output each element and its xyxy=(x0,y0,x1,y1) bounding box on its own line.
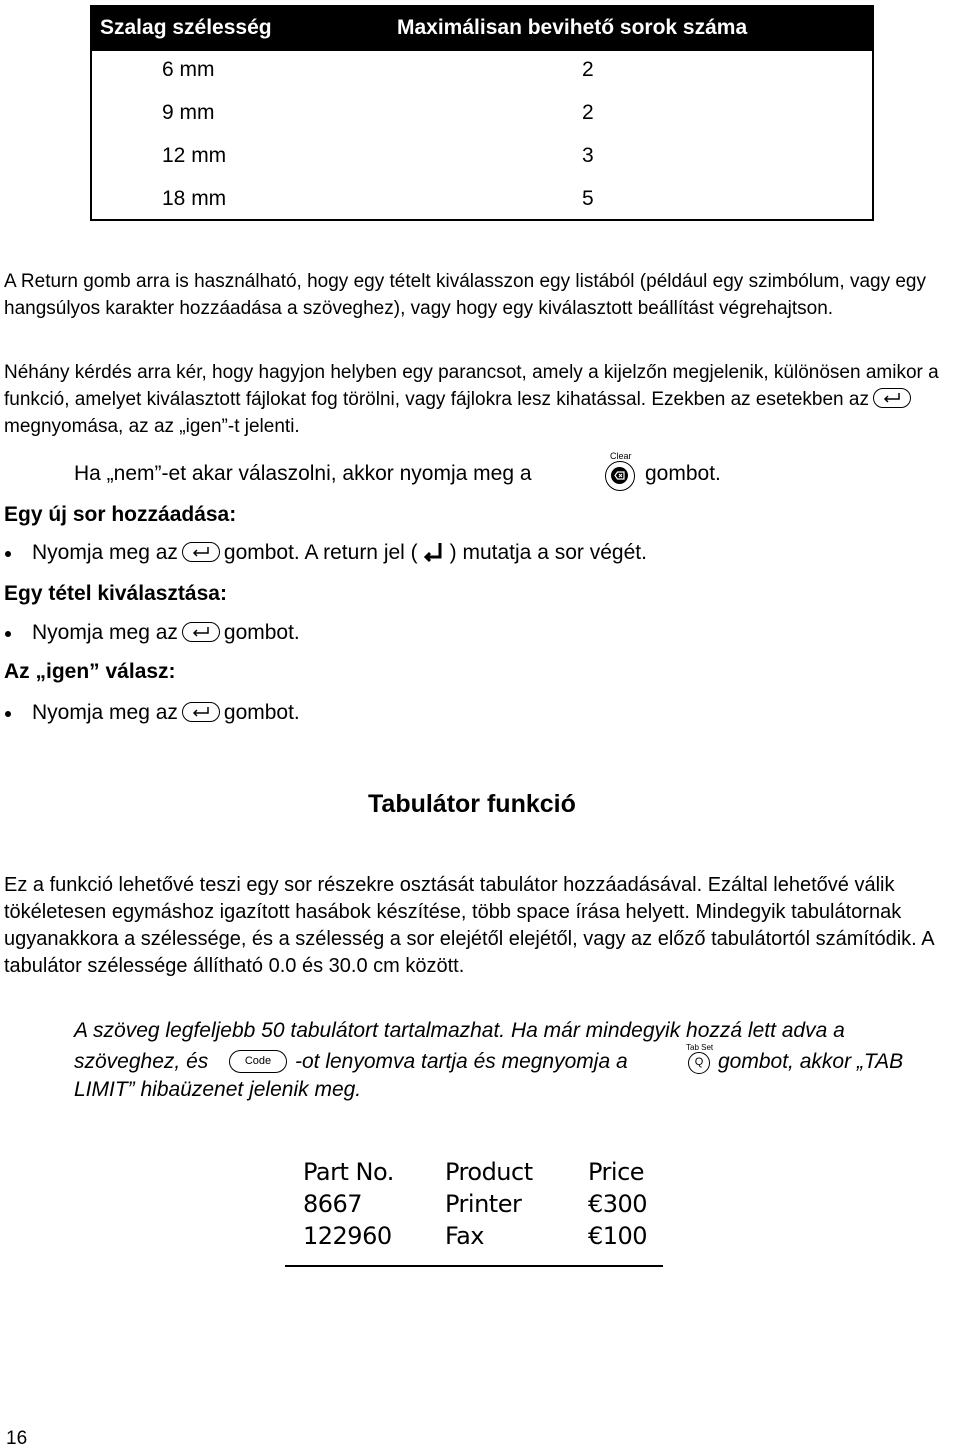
yes-answer-instruction xyxy=(32,701,300,725)
new-line-suffix: ) mutatja a sor végét. xyxy=(449,541,647,564)
label-cell: Printer xyxy=(445,1190,522,1218)
bullet xyxy=(5,551,11,557)
return-key-icon xyxy=(182,622,220,642)
label-cell: 8667 xyxy=(303,1190,363,1218)
label-cell: Fax xyxy=(445,1222,485,1250)
return-mark-icon xyxy=(420,541,448,563)
table-header-cell: Szalag szélesség xyxy=(100,16,272,39)
confirm-paragraph-text: Néhány kérdés arra kér, hogy hagyjon helyben egy parancsot, amely a kijelzőn megjelenik, különösen amikor a funkció, amelyet kiválasztott fájlokat fog törölni, vagy fájlokra lesz kihatással. Ezekben az esetekben az xyxy=(4,362,939,410)
yes-answer-suffix: gombot. xyxy=(223,701,300,724)
new-line-middle: gombot. A return jel ( xyxy=(223,541,418,564)
note-line-3: LIMIT” hibaüzenet jelenik meg. xyxy=(74,1078,362,1101)
table-header-cell: Maximálisan bevihető sorok száma xyxy=(397,16,748,39)
no-answer-text: Ha „nem”-et akar válaszolni, akkor nyomja meg a xyxy=(74,462,532,485)
return-key-icon xyxy=(182,542,220,562)
table-cell: 18 mm xyxy=(162,187,227,210)
new-line-instruction xyxy=(32,541,647,565)
new-line-prefix: Nyomja meg az xyxy=(32,541,178,564)
return-key-icon xyxy=(182,702,220,722)
note-line-2b: -ot lenyomva tartja és megnyomja a xyxy=(295,1050,628,1073)
table-cell: 12 mm xyxy=(162,144,227,167)
label-cell: €300 xyxy=(588,1190,648,1218)
yes-answer-prefix: Nyomja meg az xyxy=(32,701,178,724)
clear-key-icon xyxy=(605,461,635,491)
code-key-icon: Code xyxy=(229,1050,287,1073)
label-column-header: Product xyxy=(445,1158,533,1186)
tab-function-paragraph: Ez a funkció lehetővé teszi egy sor részekre osztását tabulátor hozzáadásával. Ezáltal lehetővé válik tökéletesen egymáshoz igazított hasábok készítése, több space írása helyett. Mindegyik tabulátornak ugyanakkora a szélessége, és a szélesség a sor elejétől elejétől, vagy az előző tabulátortól számítódik. A tabulátor szélessége állítható 0.0 és 30.0 cm között. xyxy=(4,874,934,977)
q-key-icon: Q xyxy=(688,1052,710,1074)
page-number: 16 xyxy=(6,1428,28,1449)
clear-key-label: Clear xyxy=(610,451,632,461)
select-item-prefix: Nyomja meg az xyxy=(32,621,178,644)
note-line-1: A szöveg legfeljebb 50 tabulátort tartalmazhat. Ha már mindegyik hozzá lett adva a xyxy=(74,1019,845,1042)
return-usage-paragraph: A Return gomb arra is használható, hogy egy tételt kiválasszon egy listából (például egy szimbólum, vagy egy hangsúlyos karakter hozzáadása a szöveghez), vagy hogy egy kiválasztott beállítást végrehajtson. xyxy=(4,271,926,319)
note-line-2a: szöveghez, és xyxy=(74,1050,209,1073)
table-cell: 6 mm xyxy=(162,58,215,81)
select-item-heading: Egy tétel kiválasztása: xyxy=(4,582,227,605)
label-column-header: Price xyxy=(588,1158,645,1186)
table-cell: 5 xyxy=(582,187,594,210)
table-cell: 2 xyxy=(582,101,594,124)
label-sample-image xyxy=(285,1155,663,1267)
section-title: Tabulátor funkció xyxy=(368,790,576,818)
label-cell: €100 xyxy=(588,1222,648,1250)
return-key-icon xyxy=(873,388,911,408)
tape-width-table xyxy=(90,5,874,221)
table-cell: 3 xyxy=(582,144,594,167)
note-line-2c: gombot, akkor „TAB xyxy=(718,1050,904,1073)
select-item-instruction xyxy=(32,621,300,645)
bullet xyxy=(5,711,11,717)
table-cell: 9 mm xyxy=(162,101,215,124)
yes-answer-heading: Az „igen” válasz: xyxy=(4,660,176,683)
label-column-header: Part No. xyxy=(303,1158,394,1186)
new-line-heading: Egy új sor hozzáadása: xyxy=(4,503,237,526)
bullet xyxy=(5,631,11,637)
tab-set-key-label: Tab Set xyxy=(686,1043,714,1052)
label-cell: 122960 xyxy=(303,1222,392,1250)
confirm-paragraph xyxy=(4,359,954,440)
confirm-paragraph-suffix: megnyomása, az az „igen”-t jelenti. xyxy=(4,416,300,437)
no-answer-suffix: gombot. xyxy=(645,462,721,485)
table-cell: 2 xyxy=(582,58,594,81)
select-item-suffix: gombot. xyxy=(223,621,300,644)
